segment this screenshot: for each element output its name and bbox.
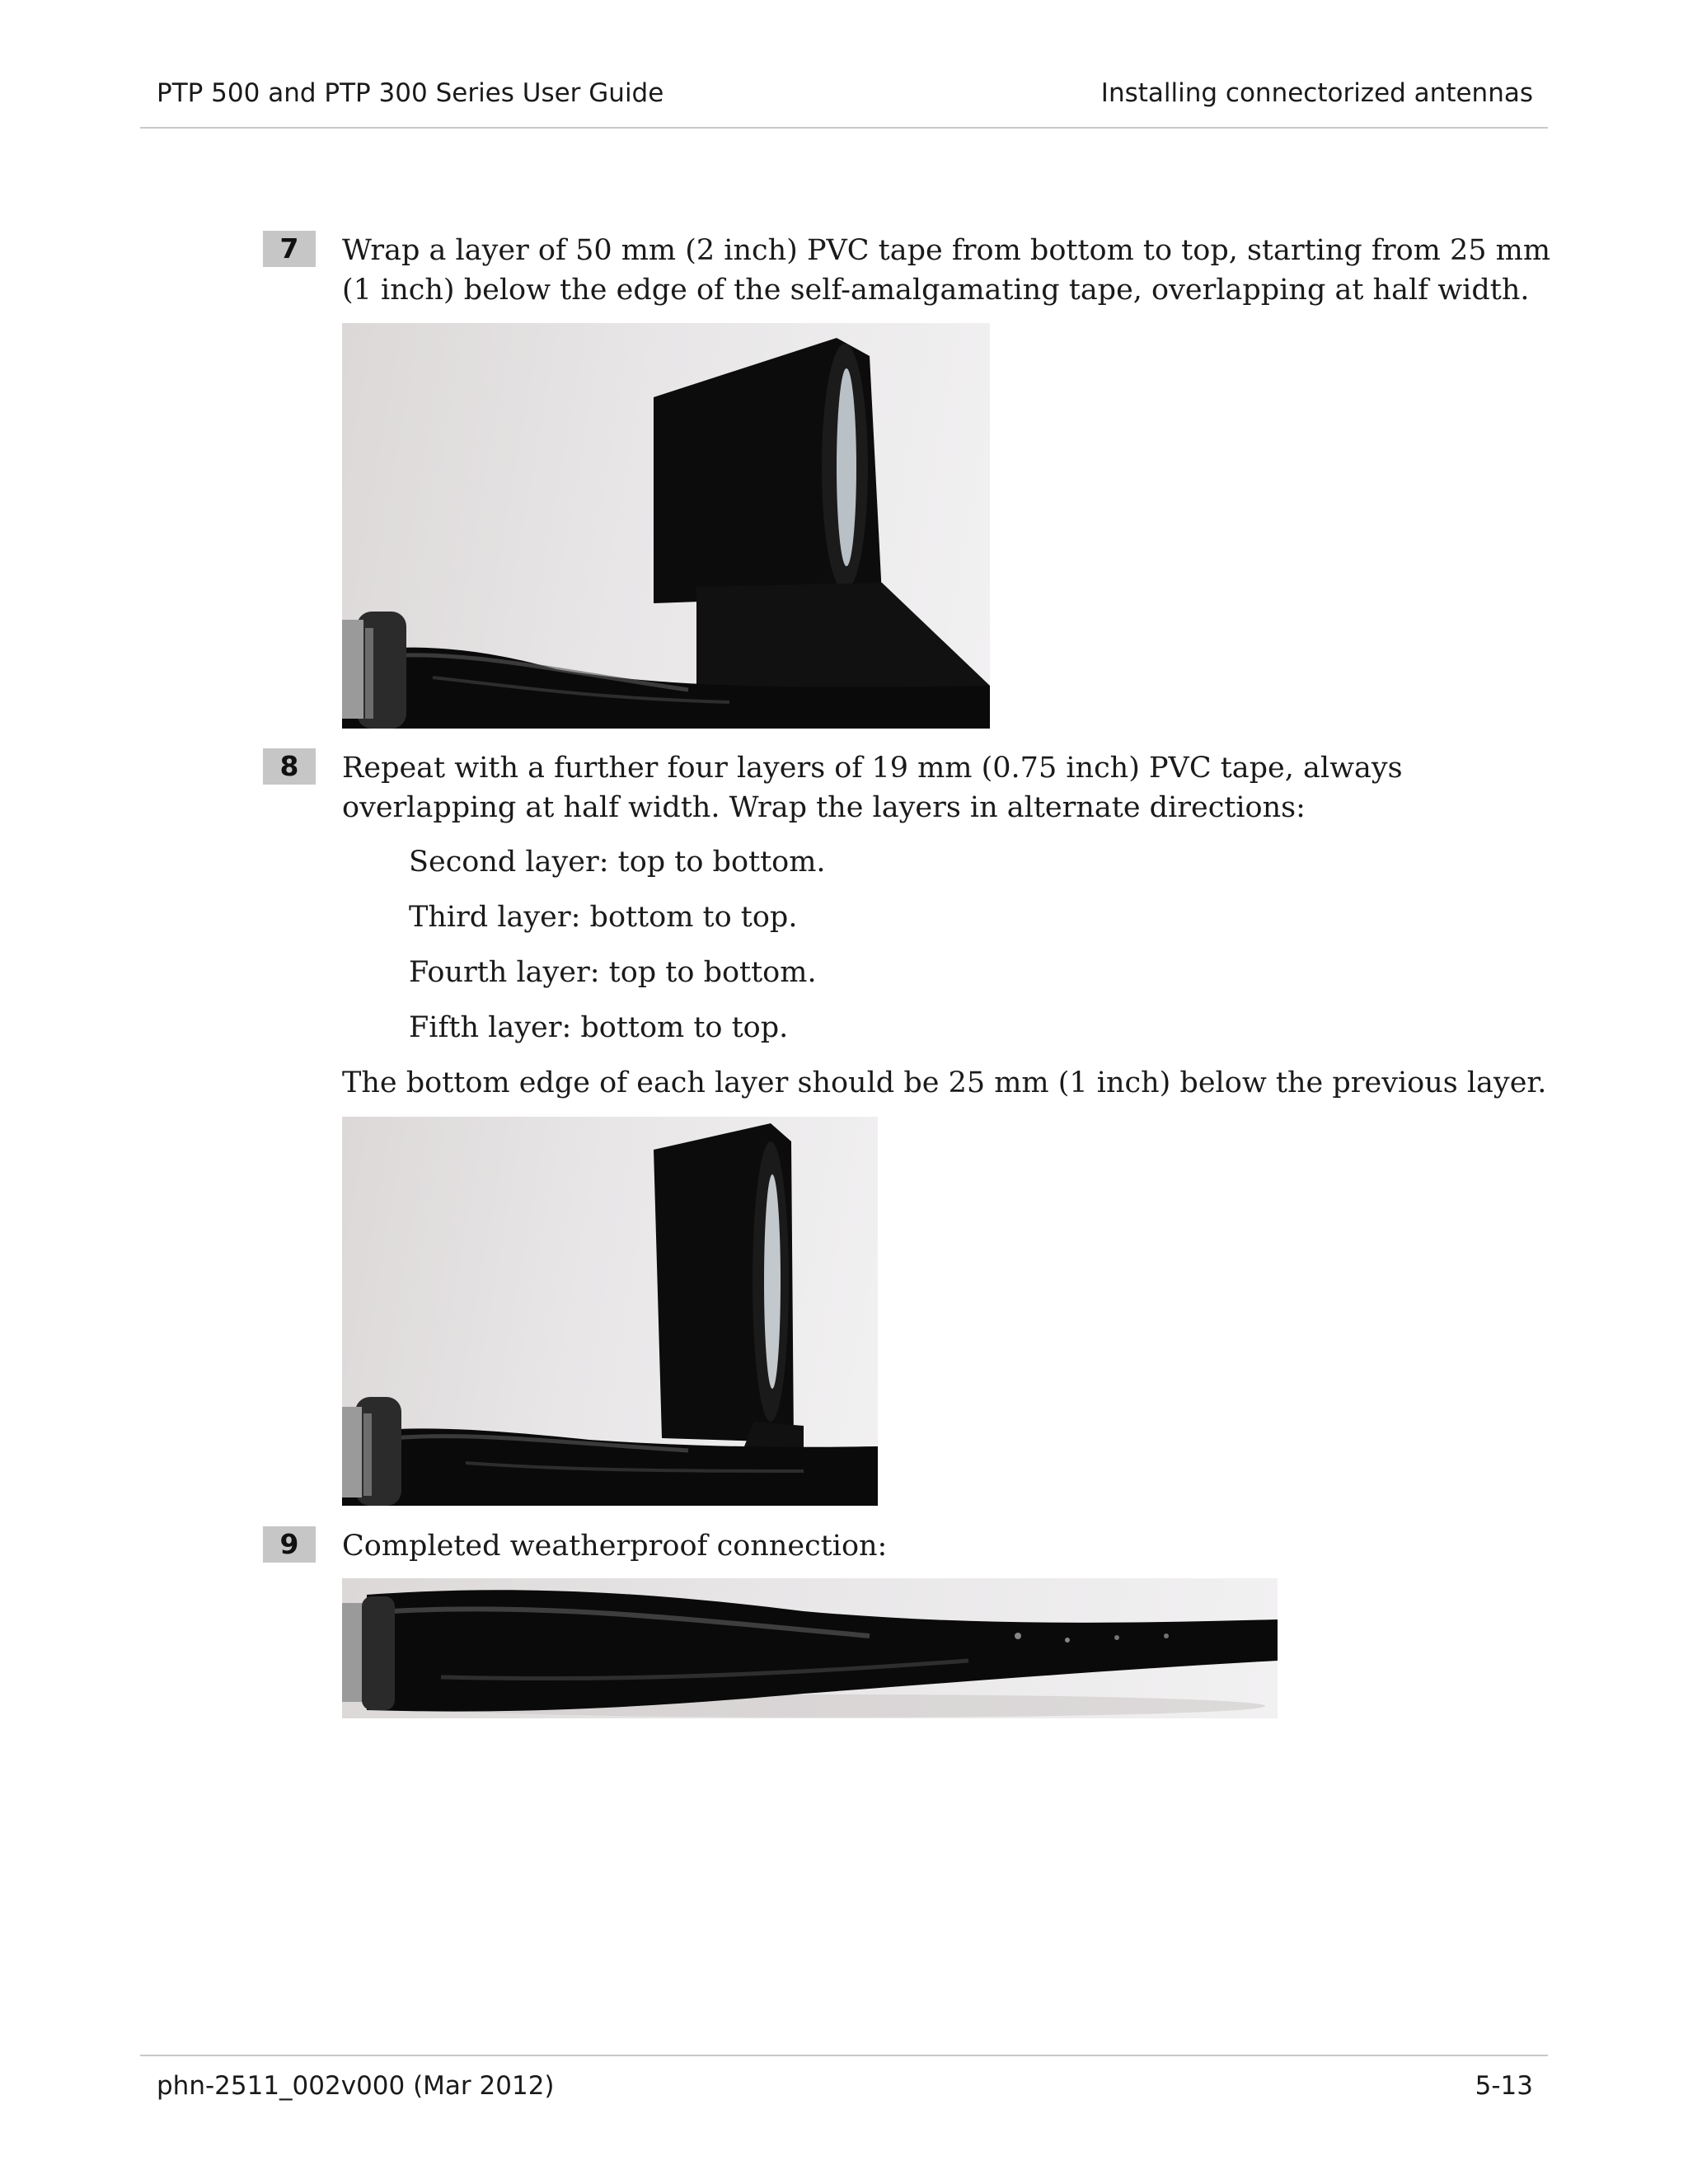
step-9-photo [342,1578,1278,1718]
layer-item: Fifth layer: bottom to top. [409,1011,789,1044]
step-8-text-line-2: overlapping at half width. Wrap the layers in alternate directions: [342,791,1306,824]
section-title: Installing connectorized antennas [1100,78,1533,108]
layer-item: Third layer: bottom to top. [409,901,798,934]
step-7-text-line-2: (1 inch) below the edge of the self-amalgamating tape, overlapping at half width. [342,274,1530,307]
step-8-text-line-1: Repeat with a further four layers of 19 mm (0.75 inch) PVC tape, always [342,752,1403,785]
layer-item: Fourth layer: top to bottom. [409,956,817,989]
page-number: 5-13 [1475,2071,1533,2101]
document-title: PTP 500 and PTP 300 Series User Guide [157,78,664,108]
document-id: phn-2511_002v000 (Mar 2012) [157,2071,555,2101]
page-header [140,0,1548,129]
step-7-badge: 7 [263,231,316,267]
step-8-note: The bottom edge of each layer should be 25 mm (1 inch) below the previous layer. [342,1066,1547,1099]
step-8-photo [342,1117,878,1506]
step-8-badge: 8 [263,748,316,785]
layer-item: Second layer: top to bottom. [409,846,826,879]
step-7-photo [342,323,990,729]
step-9-badge: 9 [263,1526,316,1563]
step-7-text-line-1: Wrap a layer of 50 mm (2 inch) PVC tape from bottom to top, starting from 25 mm [342,234,1551,267]
page-footer [140,2055,1548,2114]
step-9-text-line-1: Completed weatherproof connection: [342,1530,888,1563]
